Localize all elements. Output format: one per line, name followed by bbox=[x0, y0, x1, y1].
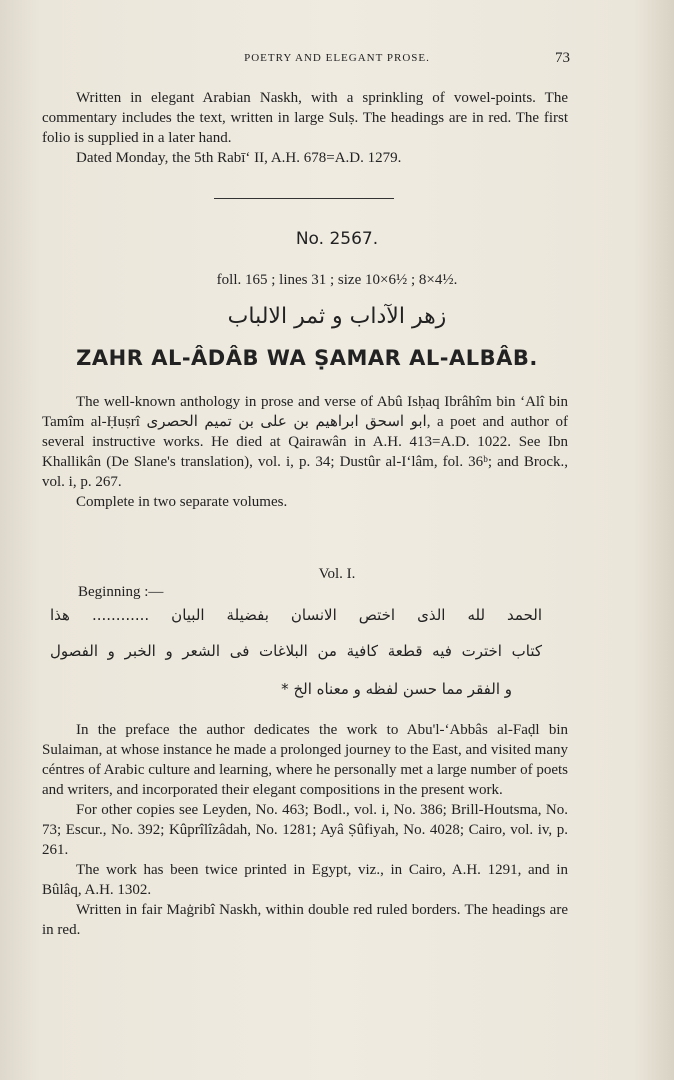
previous-entry-notes bbox=[42, 88, 568, 168]
arabic-title: زهر الآداب و ثمر الالباب bbox=[227, 304, 447, 329]
volume-heading: Vol. I. bbox=[318, 566, 356, 582]
preface-paragraph: In the preface the author dedicates the work to Abu'l-‘Abbâs al-Faḍl bin Sulaiman, at whose instance he made a prolonged journey to the East, and visited many céntres of Arabic culture and learning, where he personally met a large number of poets and writers, and incorporated their elegant compositions in the present work. bbox=[42, 722, 568, 798]
previous-entry-script-note: Written in elegant Arabian Naskh, with a sprinkling of vowel-points. The commentary includes the text, written in large Sulṣ. The headings are in red. The first folio is supplied in a later hand. bbox=[42, 90, 568, 146]
collation-line: foll. 165 ; lines 31 ; size 10×6½ ; 8×4½. bbox=[216, 272, 458, 288]
script-description-paragraph: Written in fair Maġribî Naskh, within double red ruled borders. The headings are in red. bbox=[42, 902, 568, 938]
arabic-incipit-line: الحمد لله الذى اختص الانسان بفضيلة البيان ............ هذا bbox=[50, 606, 542, 624]
entry-description bbox=[42, 392, 568, 512]
section-divider bbox=[214, 198, 394, 199]
page-header bbox=[0, 50, 674, 70]
previous-entry-date: Dated Monday, the 5th Rabī‘ II, A.H. 678=A.D. 1279. bbox=[76, 150, 402, 166]
beginning-label: Beginning :— bbox=[78, 584, 164, 600]
entry-number: No. 2567. bbox=[295, 229, 379, 249]
page-number: 73 bbox=[555, 50, 570, 66]
other-copies-paragraph: For other copies see Leyden, No. 463; Bodl., vol. i, No. 386; Brill-Houtsma, No. 73; Escur., No. 392; Kûprîlîzâdah, No. 1281; Ayâ Ṣûfiyah, No. 4028; Cairo, vol. iv, p. 261. bbox=[42, 802, 568, 858]
entry-notes bbox=[42, 720, 568, 940]
arabic-incipit-line: كتاب اخترت فيه قطعة كافية من البلاغات فى الشعر و الخبر و الفصول bbox=[50, 642, 542, 660]
running-head: POETRY AND ELEGANT PROSE. bbox=[244, 52, 430, 64]
description-paragraph: The well-known anthology in prose and verse of Abû Isḥaq Ibrâhîm bin ‘Alî bin Tamîm al-Ḥuṣrî ابو اسحق ابراهيم بن على بن تميم الحصرى, a poet and author of several instructive works. He died at Qairawân in A.H. 413=A.D. 1022. See Ibn Khallikân (De Slane's translation), vol. i, p. 34; Dustûr al-I‘lâm, fol. 36ᵇ; and Brock., vol. i, p. 267. bbox=[42, 394, 568, 490]
entry-title: ZAHR AL-ÂDÂB WA ṢAMAR AL-ALBÂB. bbox=[76, 346, 538, 370]
complete-note: Complete in two separate volumes. bbox=[76, 494, 288, 510]
arabic-incipit-line: و الفقر مما حسن لفظه و معناه الخ * bbox=[281, 680, 512, 698]
printed-editions-paragraph: The work has been twice printed in Egypt, viz., in Cairo, A.H. 1291, and in Bûlâq, A.H. 1302. bbox=[42, 862, 568, 898]
